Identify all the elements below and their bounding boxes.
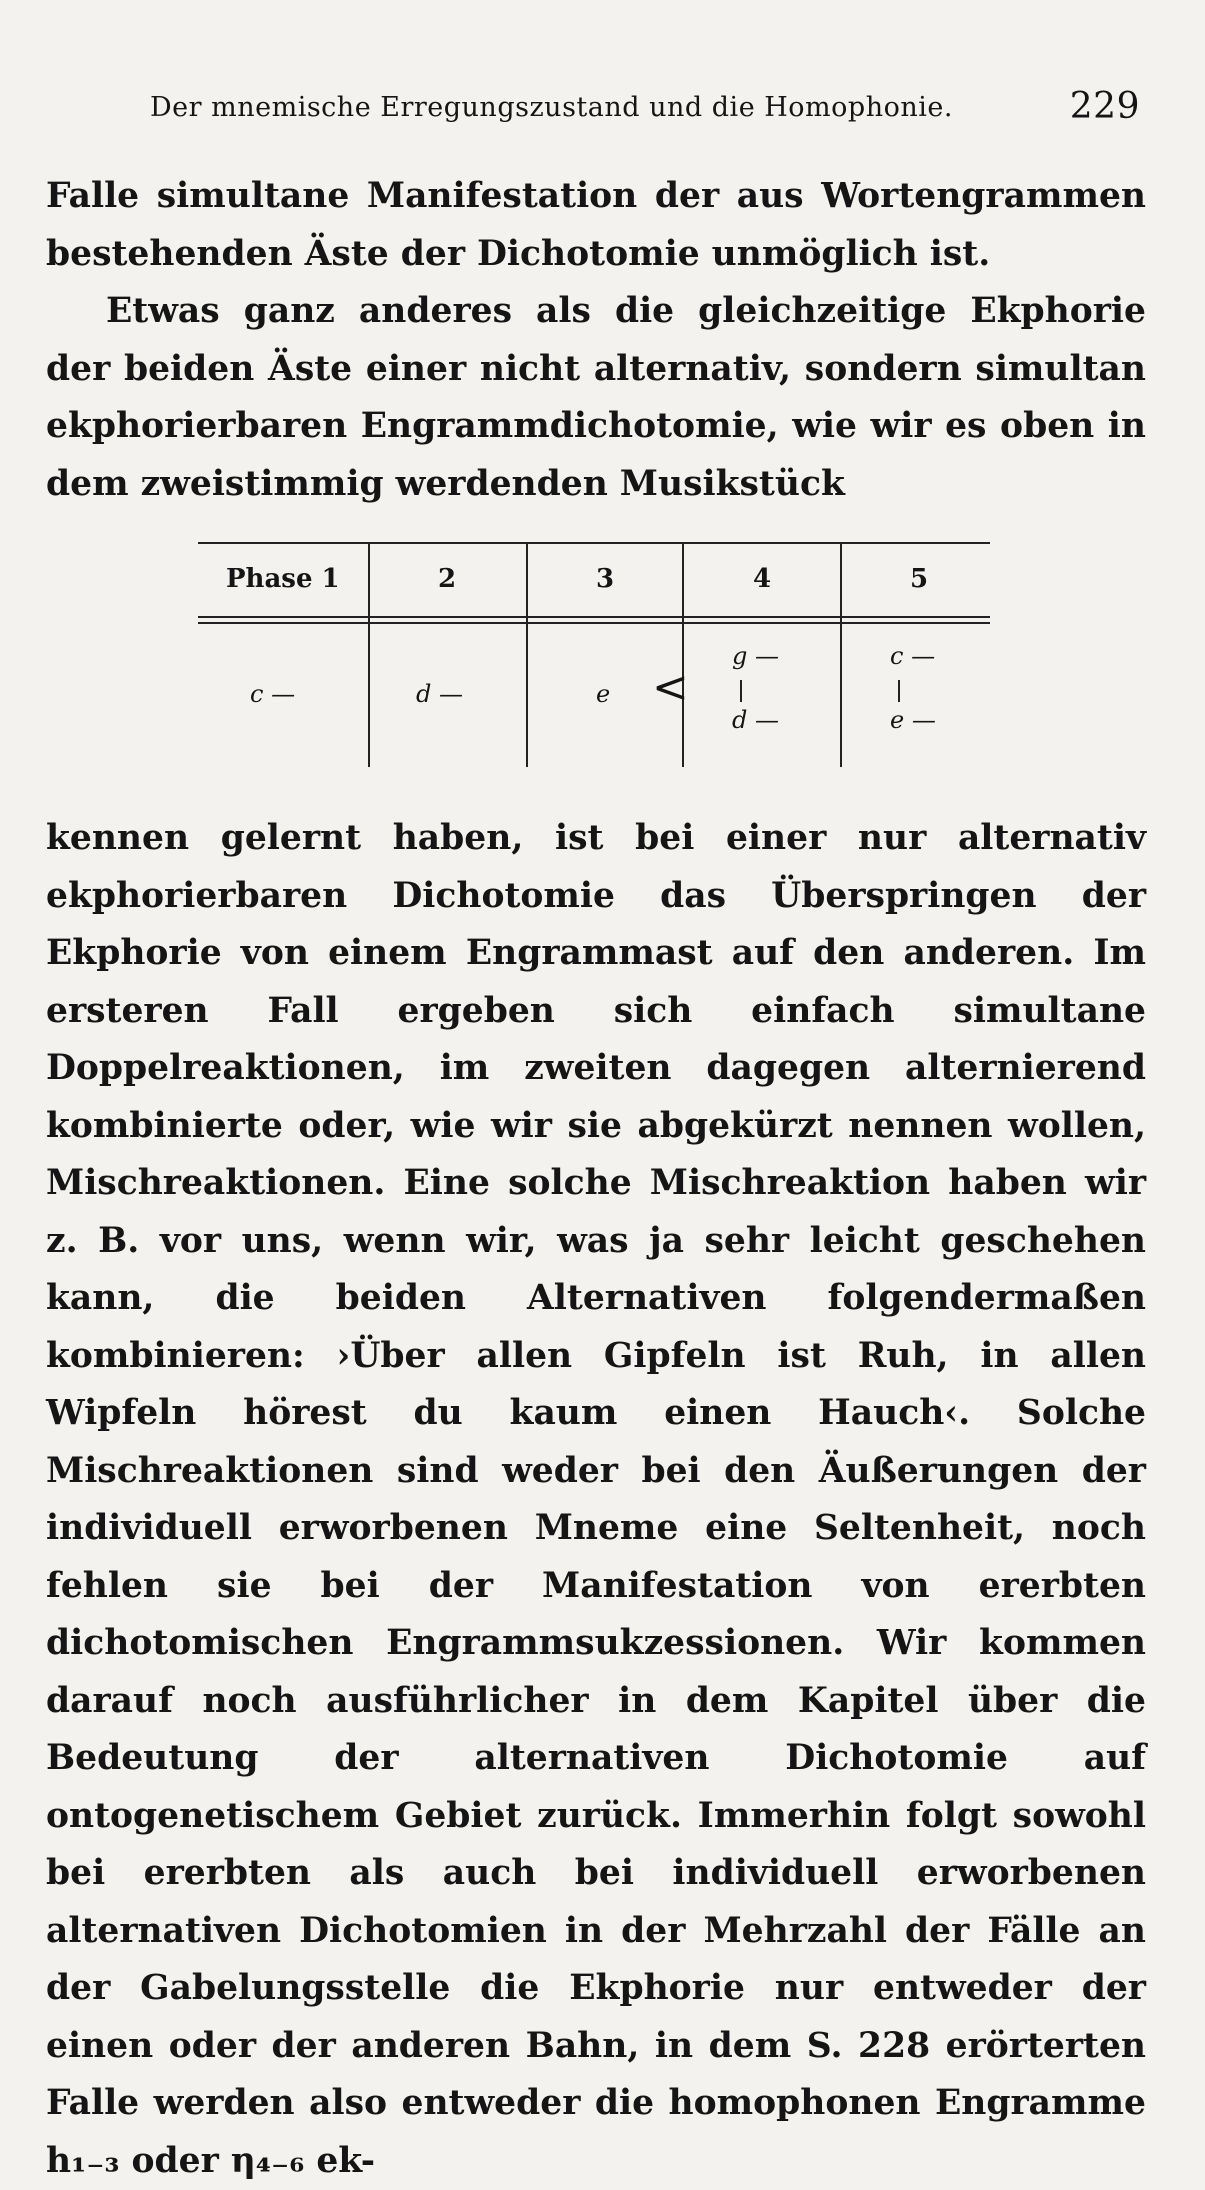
table-header-rule-2: [198, 622, 990, 624]
table-column-divider: [682, 542, 684, 767]
table-column-divider: [526, 542, 528, 767]
table-header-rule-1: [198, 616, 990, 618]
table-header-phase-3: 3: [596, 564, 615, 594]
running-head: [150, 86, 1140, 127]
table-header-phase-2: 2: [438, 564, 457, 594]
cell-phase-3: e: [596, 680, 611, 708]
cell-phase-5-upper: c —: [890, 642, 936, 670]
page-number: 229: [1069, 86, 1140, 127]
paragraph-1: Falle simultane Manifestation der aus Wortengrammen bestehenden Äste der Dichotomie unmöglich ist.: [46, 176, 1146, 274]
cell-phase-2: d —: [416, 680, 463, 708]
branch-symbol: <: [652, 662, 689, 713]
cell-phase-4-upper: g —: [732, 642, 779, 670]
paragraph-3: kennen gelernt haben, ist bei einer nur alternativ ekphorierbaren Dichotomie das Überspringen der Ekphorie von einem Engrammast auf den anderen. Im ersteren Fall ergeben sich einfach simultane Doppelreaktionen, im zweiten dagegen alternierend kombinierte oder, wie wir sie abgekürzt nennen wollen, Mischreaktionen. Eine solche Mischreaktion haben wir z. B. vor uns, wenn wir, was ja sehr leicht geschehen kann, die beiden Alternativen folgendermaßen kombinieren: ›Über allen Gipfeln ist Ruh, in allen Wipfeln hörest du kaum einen Hauch‹. Solche Mischreaktionen sind weder bei den Äußerungen der individuell erworbenen Mneme eine Seltenheit, noch fehlen sie bei der Manifestation von ererbten dichotomischen Engrammsukzessionen. Wir kommen darauf noch ausführlicher in dem Kapitel über die Bedeutung der alternativen Dichotomie auf ontogenetischem Gebiet zurück. Immerhin folgt sowohl bei ererbten als auch bei individuell erworbenen alternativen Dichotomien in der Mehrzahl der Fälle an der Gabelungsstelle die Ekphorie nur entweder der einen oder der anderen Bahn, in dem S. 228 erörterten Falle werden also entweder die homophonen Engramme h₁₋₃ oder η₄₋₆ ek-: [46, 818, 1146, 2181]
paragraph-2: Etwas ganz anderes als die gleichzeitige Ekphorie der beiden Äste einer nicht alternativ, sondern simultan ekphorierbaren Engrammdichotomie, wie wir es oben in dem zweistimmig werdenden Musikstück: [46, 291, 1146, 504]
cell-phase-5-lower: e —: [890, 706, 936, 734]
cell-phase-1: c —: [250, 680, 296, 708]
phase-table: [198, 542, 990, 767]
table-column-divider: [840, 542, 842, 767]
connector-phase-4: [740, 680, 742, 702]
connector-phase-5: [898, 680, 900, 702]
table-header-phase-4: 4: [753, 564, 772, 594]
text-block-bottom: [46, 810, 1146, 2190]
table-column-divider: [368, 542, 370, 767]
cell-phase-4-lower: d —: [732, 706, 779, 734]
table-top-rule: [198, 542, 990, 544]
table-header-phase-1: Phase 1: [226, 564, 340, 594]
running-head-title: Der mnemische Erregungszustand und die Homophonie.: [150, 92, 953, 123]
text-block-top: [46, 168, 1146, 513]
table-header-phase-5: 5: [910, 564, 929, 594]
